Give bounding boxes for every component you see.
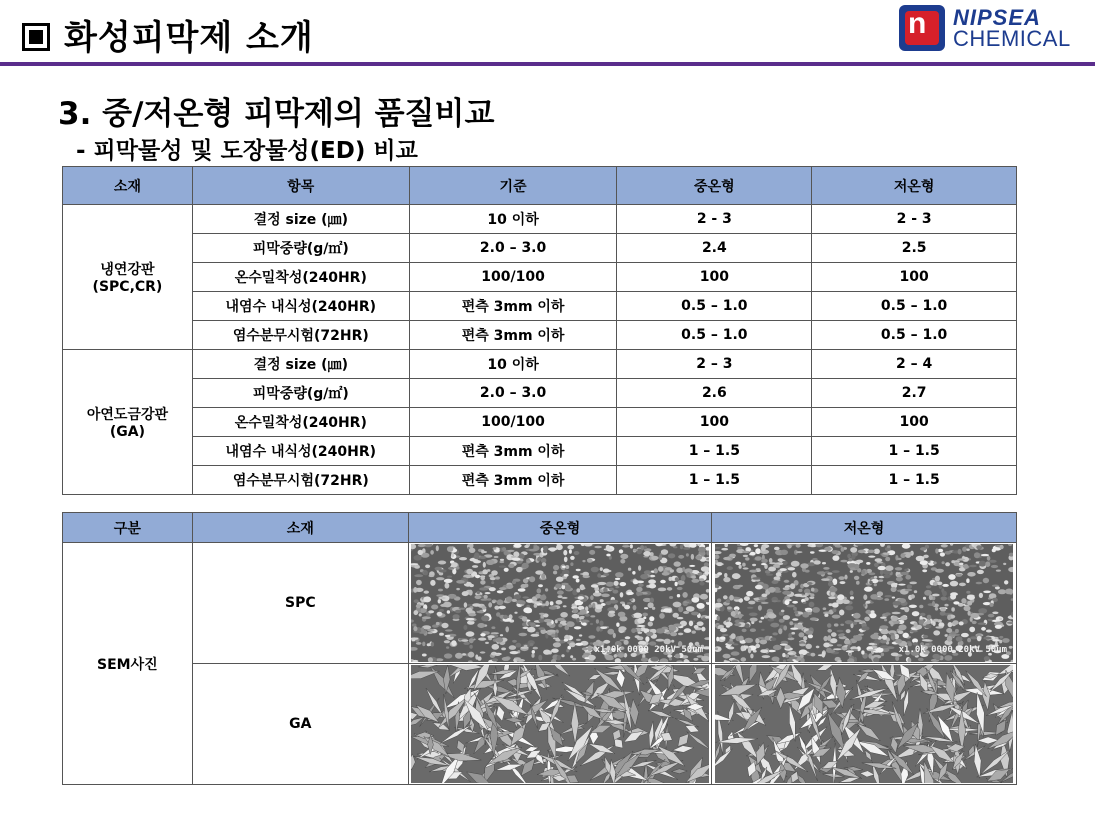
table-header-row xyxy=(63,513,1017,543)
mid-temp-cell: 2 - 3 xyxy=(617,205,812,234)
table-row xyxy=(63,408,1017,437)
low-temp-cell: 2.7 xyxy=(812,379,1017,408)
standard-cell: 100/100 xyxy=(409,408,617,437)
material-cell xyxy=(63,350,193,495)
table-row xyxy=(63,350,1017,379)
header-cell: 기준 xyxy=(409,167,617,205)
table-row xyxy=(63,263,1017,292)
item-cell: 내염수 내식성(240HR) xyxy=(192,292,409,321)
sem-caption: x1.0k 0000 20kV 50um xyxy=(594,645,703,655)
mid-temp-cell: 2.4 xyxy=(617,234,812,263)
mid-temp-cell: 1 – 1.5 xyxy=(617,466,812,495)
low-temp-cell: 100 xyxy=(812,408,1017,437)
low-temp-cell: 1 – 1.5 xyxy=(812,466,1017,495)
table-row xyxy=(63,437,1017,466)
table-row xyxy=(63,321,1017,350)
sem-photo-spc-low xyxy=(715,544,1013,662)
table-row xyxy=(63,543,1017,664)
material-name: 냉연강판 xyxy=(100,262,155,278)
sem-caption: x1.0k 0000 20kV 50um xyxy=(898,645,1007,655)
low-temp-cell: 1 – 1.5 xyxy=(812,437,1017,466)
sem-image-table xyxy=(62,512,1017,785)
item-cell: 내염수 내식성(240HR) xyxy=(192,437,409,466)
material-code: (GA) xyxy=(109,424,146,440)
header-cell: 항목 xyxy=(192,167,409,205)
standard-cell: 편측 3mm 이하 xyxy=(409,292,617,321)
item-cell: 피막중량(g/㎡) xyxy=(192,234,409,263)
sem-photo-spc-mid xyxy=(411,544,709,662)
header-cell: 중온형 xyxy=(409,513,712,543)
table-row xyxy=(63,466,1017,495)
page-title xyxy=(22,10,314,59)
logo-line1: NIPSEA xyxy=(953,5,1041,30)
low-temp-cell: 0.5 – 1.0 xyxy=(812,321,1017,350)
section-subtitle: - 피막물성 및 도장물성(ED) 비교 xyxy=(76,138,418,164)
mid-temp-cell: 0.5 – 1.0 xyxy=(617,321,812,350)
sem-photo-ga-mid xyxy=(411,665,709,783)
nipsea-logo xyxy=(899,5,1089,55)
mid-temp-cell: 1 – 1.5 xyxy=(617,437,812,466)
material-cell: GA xyxy=(192,664,408,785)
square-bullet-icon xyxy=(22,23,50,51)
standard-cell: 편측 3mm 이하 xyxy=(409,437,617,466)
header-cell: 중온형 xyxy=(617,167,812,205)
sem-cell xyxy=(409,543,712,664)
quality-comparison-table xyxy=(62,166,1017,495)
table-header-row xyxy=(63,167,1017,205)
header-cell: 소재 xyxy=(63,167,193,205)
header-cell: 구분 xyxy=(63,513,193,543)
category-cell: SEM사진 xyxy=(63,543,193,785)
table-row xyxy=(63,205,1017,234)
mid-temp-cell: 2 – 3 xyxy=(617,350,812,379)
item-cell: 염수분무시험(72HR) xyxy=(192,466,409,495)
low-temp-cell: 2 – 4 xyxy=(812,350,1017,379)
material-cell: SPC xyxy=(192,543,408,664)
item-cell: 온수밀착성(240HR) xyxy=(192,408,409,437)
sem-cell xyxy=(409,664,712,785)
header-cell: 저온형 xyxy=(712,513,1017,543)
table-row xyxy=(63,234,1017,263)
section-title: 3. 중/저온형 피막제의 품질비교 xyxy=(58,96,495,132)
material-name: 아연도금강판 xyxy=(86,407,169,423)
mid-temp-cell: 2.6 xyxy=(617,379,812,408)
logo-line2: CHEMICAL xyxy=(953,26,1071,51)
standard-cell: 편측 3mm 이하 xyxy=(409,321,617,350)
standard-cell: 100/100 xyxy=(409,263,617,292)
standard-cell: 10 이하 xyxy=(409,205,617,234)
standard-cell: 2.0 – 3.0 xyxy=(409,379,617,408)
mid-temp-cell: 0.5 – 1.0 xyxy=(617,292,812,321)
material-cell xyxy=(63,205,193,350)
logo-mark-icon xyxy=(899,5,945,51)
item-cell: 염수분무시험(72HR) xyxy=(192,321,409,350)
item-cell: 결정 size (㎛) xyxy=(192,205,409,234)
mid-temp-cell: 100 xyxy=(617,263,812,292)
sem-cell xyxy=(712,664,1017,785)
low-temp-cell: 2 - 3 xyxy=(812,205,1017,234)
low-temp-cell: 0.5 – 1.0 xyxy=(812,292,1017,321)
header-cell: 저온형 xyxy=(812,167,1017,205)
item-cell: 결정 size (㎛) xyxy=(192,350,409,379)
logo-letter: n xyxy=(908,7,927,40)
low-temp-cell: 2.5 xyxy=(812,234,1017,263)
mid-temp-cell: 100 xyxy=(617,408,812,437)
material-code: (SPC,CR) xyxy=(92,279,163,295)
low-temp-cell: 100 xyxy=(812,263,1017,292)
sem-photo-ga-low xyxy=(715,665,1013,783)
item-cell: 온수밀착성(240HR) xyxy=(192,263,409,292)
standard-cell: 10 이하 xyxy=(409,350,617,379)
standard-cell: 2.0 – 3.0 xyxy=(409,234,617,263)
standard-cell: 편측 3mm 이하 xyxy=(409,466,617,495)
table-row xyxy=(63,664,1017,785)
header-divider xyxy=(0,62,1095,66)
page-title-text: 화성피막제 소개 xyxy=(64,18,314,58)
sem-cell xyxy=(712,543,1017,664)
header-cell: 소재 xyxy=(192,513,408,543)
table-row xyxy=(63,379,1017,408)
table-row xyxy=(63,292,1017,321)
item-cell: 피막중량(g/㎡) xyxy=(192,379,409,408)
